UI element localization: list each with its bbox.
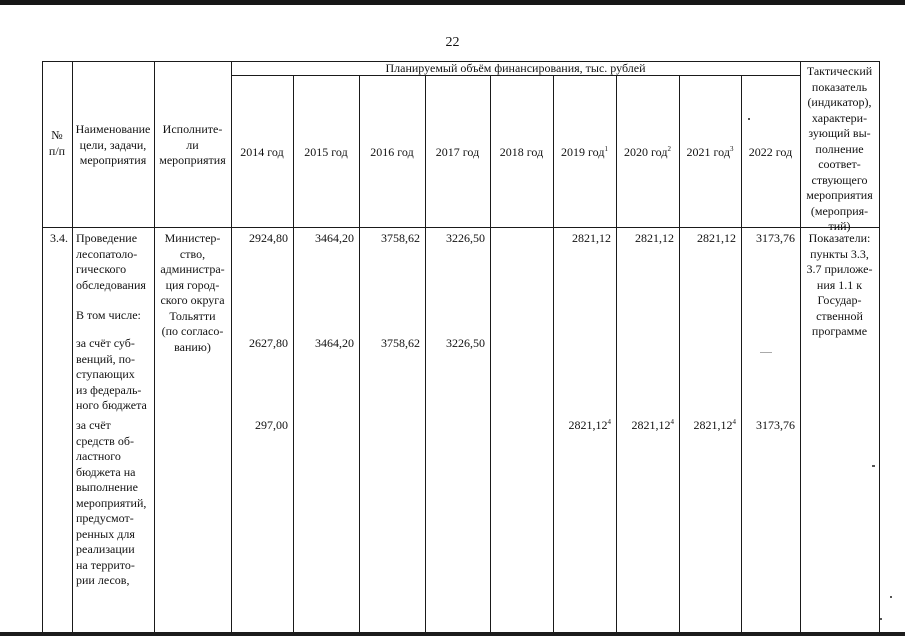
- row-regional-value: 3173,76: [756, 418, 795, 432]
- row-executor: (по согласо-: [161, 324, 224, 338]
- row-regional-label: за счёт: [76, 418, 111, 432]
- scan-top-border: [0, 0, 905, 5]
- row-federal-value: 3464,20: [315, 336, 354, 350]
- header-indicator: характери-: [811, 110, 868, 125]
- scan-bottom-border: [0, 632, 905, 636]
- scan-speck: [880, 618, 882, 620]
- scan-speck: [890, 596, 892, 598]
- row-regional-value: 2821,12$^4$: [568, 418, 611, 432]
- row-executor: ство,: [179, 246, 206, 261]
- scan-speck: [760, 352, 772, 353]
- row-executor: ванию): [174, 339, 211, 354]
- row-executor: ция город-: [165, 277, 220, 292]
- row-regional-label: рии лесов,: [76, 573, 130, 587]
- page-number: 22: [445, 35, 460, 50]
- row-regional-label: мероприятий,: [76, 495, 147, 510]
- row-total-value: 3226,50: [446, 231, 485, 245]
- header-executor: мероприятия: [159, 153, 226, 167]
- row-indicator: Показатели:: [808, 231, 871, 245]
- row-regional-label: ластного: [76, 449, 121, 463]
- header-indicator: тий): [828, 219, 851, 233]
- header-year-2014: 2014 год: [240, 145, 284, 159]
- row-regional-label: средств об-: [76, 433, 134, 448]
- row-indicator: Государ-: [817, 293, 862, 307]
- row-federal-label: ного бюджета: [76, 398, 147, 412]
- row-federal-value: 3758,62: [381, 336, 420, 350]
- header-name: Наименование: [75, 122, 151, 136]
- row-regional-label: бюджета на: [76, 464, 136, 479]
- row-federal-value: 3226,50: [446, 336, 485, 350]
- header-indicator: ствующего: [811, 172, 868, 187]
- row-total-value: 2821,12: [635, 231, 674, 245]
- row-regional-label: на террито-: [76, 557, 135, 572]
- row-indicator: 3.7 приложе-: [806, 262, 873, 276]
- row-name: обследования: [76, 277, 146, 292]
- row-number: 3.4.: [50, 231, 68, 245]
- row-regional-value: 297,00: [255, 418, 288, 432]
- header-executor: ли: [186, 137, 199, 152]
- header-name: мероприятия: [79, 153, 147, 167]
- header-executor: Исполните-: [162, 122, 223, 136]
- header-indicator: Тактический: [806, 64, 873, 78]
- row-total-value: 2821,12: [572, 231, 611, 245]
- header-name: цели, задачи,: [79, 137, 147, 152]
- header-funding-title: Планируемый объём финансирования, тыс. рублей: [385, 61, 646, 75]
- row-total-value: 3173,76: [756, 231, 795, 245]
- header-indicator: (индикатор),: [807, 95, 872, 109]
- scan-speck: [748, 118, 750, 120]
- row-regional-label: реализации: [76, 542, 135, 556]
- header-number: №: [51, 128, 63, 142]
- row-indicator: программе: [811, 324, 868, 338]
- row-name: гического: [76, 262, 127, 276]
- row-indicator: ственной: [816, 308, 863, 323]
- row-regional-value: 2821,12$^4$: [693, 418, 736, 432]
- header-indicator: (мероприя-: [810, 203, 869, 218]
- header-indicator: показатель: [811, 79, 868, 94]
- header-year-2021: 2021 год$^3$: [686, 145, 734, 159]
- row-executor: ского округа: [160, 293, 225, 307]
- header-year-2015: 2015 год: [304, 145, 348, 159]
- row-federal-label: ступающих: [76, 367, 135, 381]
- header-year-2019: 2019 год$^1$: [561, 145, 608, 159]
- row-executor: администра-: [160, 262, 225, 276]
- row-total-value: 2924,80: [249, 231, 288, 245]
- header-year-2020: 2020 год$^2$: [624, 145, 671, 159]
- scan-speck: [872, 465, 875, 467]
- row-indicator: пункты 3.3,: [810, 246, 869, 261]
- header-indicator: зующий вы-: [808, 126, 871, 140]
- header-number: п/п: [48, 143, 66, 158]
- row-total-value: 3464,20: [315, 231, 354, 245]
- table-horizontal-rule: [42, 227, 880, 228]
- header-year-2022: 2022 год: [748, 145, 793, 159]
- row-regional-label: ренных для: [76, 526, 135, 541]
- row-name: Проведение: [76, 231, 138, 245]
- row-federal-value: 2627,80: [249, 336, 288, 350]
- header-year-2016: 2016 год: [370, 145, 414, 159]
- row-total-value: 3758,62: [381, 231, 420, 245]
- row-federal-label: за счёт суб-: [76, 336, 135, 350]
- row-name: лесопатоло-: [76, 246, 138, 261]
- row-regional-value: 2821,12$^4$: [631, 418, 674, 432]
- row-federal-label: венций, по-: [76, 351, 136, 366]
- row-executor: Министер-: [164, 231, 221, 245]
- header-indicator: мероприятия: [806, 188, 873, 202]
- header-year-2017: 2017 год: [435, 145, 480, 159]
- header-indicator: полнение: [815, 141, 864, 156]
- header-year-2018: 2018 год: [499, 145, 544, 159]
- row-executor: Тольятти: [169, 308, 216, 323]
- row-indicator: ния 1.1 к: [816, 277, 863, 292]
- row-regional-label: выполнение: [76, 480, 138, 494]
- row-federal-label: из федераль-: [76, 382, 142, 397]
- row-including-label: В том числе:: [76, 308, 141, 322]
- row-total-value: 2821,12: [697, 231, 736, 245]
- table-vertical-rule: [879, 61, 880, 632]
- header-indicator: соответ-: [818, 157, 861, 171]
- row-regional-label: предусмот-: [76, 511, 134, 525]
